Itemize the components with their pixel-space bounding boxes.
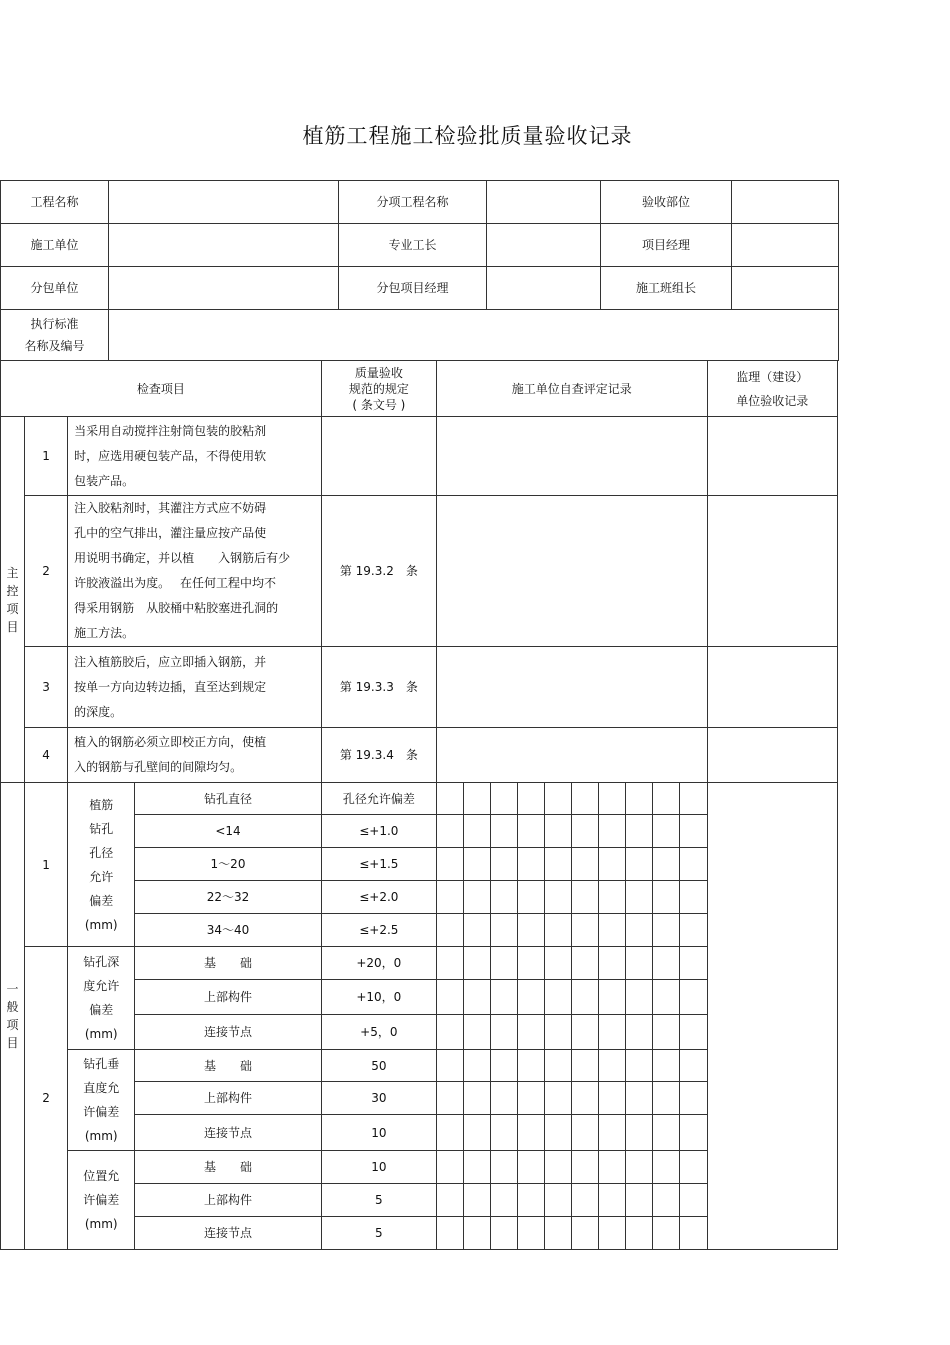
check-cell[interactable]	[680, 783, 707, 815]
check-cell[interactable]	[545, 1151, 572, 1184]
project-info-table	[0, 180, 839, 361]
check-cell[interactable]	[626, 947, 653, 980]
acceptance-part-field[interactable]	[732, 181, 839, 224]
check-cell[interactable]	[572, 914, 599, 947]
check-cell[interactable]	[491, 815, 518, 848]
item-number: 4	[25, 728, 68, 783]
check-cell[interactable]	[572, 815, 599, 848]
check-cell[interactable]	[599, 1015, 626, 1050]
self-check-field[interactable]	[436, 728, 707, 783]
sub-header: 钻孔直径	[135, 783, 321, 815]
info-row	[1, 181, 839, 224]
item-clause: 第 19.3.3 条	[321, 647, 436, 728]
main-item-row	[1, 496, 838, 647]
check-cell[interactable]	[545, 1015, 572, 1050]
header-supervision	[707, 361, 837, 417]
label-char: 主	[6, 565, 19, 580]
desc-line: 入的钢筋与孔壁间的间隙均匀。	[74, 760, 243, 774]
item-description	[68, 728, 322, 783]
check-cell[interactable]	[599, 1050, 626, 1082]
label-line: (mm)	[84, 1027, 118, 1041]
acceptance-part-label: 验收部位	[601, 181, 732, 224]
label-line: (mm)	[84, 917, 118, 932]
sub-value: ≤+1.5	[321, 848, 436, 881]
check-cell[interactable]	[545, 815, 572, 848]
team-leader-label: 施工班组长	[601, 267, 732, 310]
label-line: 直度允	[83, 1081, 120, 1095]
check-cell[interactable]	[572, 1115, 599, 1151]
check-cell[interactable]	[599, 881, 626, 914]
check-cell[interactable]	[626, 1082, 653, 1115]
desc-line: 包装产品。	[74, 473, 135, 488]
check-cell[interactable]	[491, 1217, 518, 1250]
check-cell[interactable]	[436, 1151, 463, 1184]
team-leader-field[interactable]	[732, 267, 839, 310]
check-cell[interactable]	[464, 881, 491, 914]
check-cell[interactable]	[653, 783, 680, 815]
check-cell[interactable]	[436, 815, 463, 848]
check-cell[interactable]	[436, 783, 463, 815]
check-cell[interactable]	[436, 1015, 463, 1050]
check-cell[interactable]	[545, 947, 572, 980]
check-cell[interactable]	[464, 980, 491, 1015]
project-name-label: 工程名称	[1, 181, 109, 224]
check-cell[interactable]	[518, 1082, 545, 1115]
sub-item-name-field[interactable]	[487, 181, 601, 224]
self-check-field[interactable]	[436, 417, 707, 496]
check-cell[interactable]	[680, 815, 707, 848]
desc-line: 按单一方向边转边插，直至达到规定	[74, 679, 267, 694]
check-cell[interactable]	[545, 914, 572, 947]
check-cell[interactable]	[599, 783, 626, 815]
item-number: 2	[25, 496, 68, 647]
check-cell[interactable]	[545, 980, 572, 1015]
check-cell[interactable]	[680, 1050, 707, 1082]
check-cell[interactable]	[680, 947, 707, 980]
subcontractor-label: 分包单位	[1, 267, 109, 310]
check-cell[interactable]	[680, 1115, 707, 1151]
check-cell[interactable]	[680, 1082, 707, 1115]
check-cell[interactable]	[680, 1151, 707, 1184]
self-check-field[interactable]	[436, 496, 707, 647]
check-cell[interactable]	[518, 914, 545, 947]
label-line: 植筋	[89, 797, 114, 812]
check-cell[interactable]	[599, 914, 626, 947]
check-cell[interactable]	[545, 881, 572, 914]
check-cell[interactable]	[599, 1151, 626, 1184]
label-line: 许偏差	[83, 1105, 120, 1119]
standard-label-line: 执行标准	[30, 317, 79, 331]
check-cell[interactable]	[491, 848, 518, 881]
item-clause	[321, 417, 436, 496]
desc-line: 时，应选用硬包装产品，不得使用软	[74, 448, 267, 463]
info-row	[1, 310, 839, 361]
sub-value: 5	[321, 1217, 436, 1250]
check-cell[interactable]	[653, 1050, 680, 1082]
project-manager-label: 项目经理	[601, 224, 732, 267]
check-cell[interactable]	[436, 1050, 463, 1082]
check-cell[interactable]	[626, 1184, 653, 1217]
check-cell[interactable]	[680, 1015, 707, 1050]
sub-item-name-label: 分项工程名称	[339, 181, 487, 224]
check-cell[interactable]	[599, 1184, 626, 1217]
foreman-label: 专业工长	[339, 224, 487, 267]
project-name-field[interactable]	[109, 181, 339, 224]
desc-line: 注入植筋胶后，应立即插入钢筋，并	[74, 654, 267, 669]
check-cell[interactable]	[518, 1050, 545, 1082]
depth-label	[68, 947, 135, 1050]
label-line: 钻孔垂	[83, 1057, 120, 1071]
position-label	[68, 1151, 135, 1250]
check-cell[interactable]	[680, 848, 707, 881]
standard-label	[1, 310, 109, 361]
check-cell[interactable]	[545, 848, 572, 881]
check-cell[interactable]	[599, 1115, 626, 1151]
check-cell[interactable]	[680, 914, 707, 947]
info-row	[1, 224, 839, 267]
check-cell[interactable]	[436, 1217, 463, 1250]
label-line: 位置允	[83, 1169, 120, 1183]
sub-cond: 上部构件	[135, 1184, 321, 1217]
label-line: 允许	[89, 869, 114, 884]
check-cell[interactable]	[653, 914, 680, 947]
check-cell[interactable]	[599, 980, 626, 1015]
check-cell[interactable]	[518, 1151, 545, 1184]
check-cell[interactable]	[545, 1082, 572, 1115]
check-cell[interactable]	[572, 947, 599, 980]
item-description	[68, 496, 322, 647]
label-char: 目	[6, 1036, 19, 1050]
check-cell[interactable]	[599, 1217, 626, 1250]
check-cell[interactable]	[491, 914, 518, 947]
check-cell[interactable]	[545, 1115, 572, 1151]
sub-manager-label: 分包项目经理	[339, 267, 487, 310]
hole-diameter-label	[68, 783, 135, 947]
project-manager-field[interactable]	[732, 224, 839, 267]
check-cell[interactable]	[464, 815, 491, 848]
check-cell[interactable]	[436, 881, 463, 914]
supervision-field[interactable]	[707, 728, 837, 783]
header-row	[1, 361, 838, 417]
check-cell[interactable]	[436, 947, 463, 980]
sub-cond: 连接节点	[135, 1115, 321, 1151]
check-cell[interactable]	[653, 1115, 680, 1151]
sub-cond: 1～20	[135, 848, 321, 881]
supervision-field[interactable]	[707, 496, 837, 647]
sub-value: ≤+2.0	[321, 881, 436, 914]
check-cell[interactable]	[491, 783, 518, 815]
check-cell[interactable]	[599, 947, 626, 980]
check-cell[interactable]	[680, 881, 707, 914]
sub-value: ≤+2.5	[321, 914, 436, 947]
supervision-field[interactable]	[707, 783, 837, 1250]
check-cell[interactable]	[599, 848, 626, 881]
check-cell[interactable]	[436, 848, 463, 881]
label-line: 钻孔	[89, 821, 114, 836]
general-row	[1, 783, 838, 815]
check-cell[interactable]	[545, 1184, 572, 1217]
check-cell[interactable]	[464, 1184, 491, 1217]
construction-unit-field[interactable]	[109, 224, 339, 267]
item-number: 1	[25, 783, 68, 947]
item-number: 3	[25, 647, 68, 728]
main-item-row	[1, 647, 838, 728]
check-cell[interactable]	[491, 947, 518, 980]
sub-value: +20，0	[321, 947, 436, 980]
check-cell[interactable]	[626, 1151, 653, 1184]
sub-value: +5，0	[321, 1015, 436, 1050]
header-spec-line: 规范的规定	[348, 381, 409, 396]
sub-cond: <14	[135, 815, 321, 848]
label-line: 许偏差	[83, 1193, 120, 1207]
header-supervision-line: 监理（建设）	[736, 369, 809, 384]
check-cell[interactable]	[680, 1184, 707, 1217]
label-line: 度允许	[83, 979, 120, 993]
check-cell[interactable]	[518, 1184, 545, 1217]
header-spec	[321, 361, 436, 417]
sub-cond: 34～40	[135, 914, 321, 947]
main-item-row	[1, 417, 838, 496]
desc-line: 的深度。	[74, 704, 123, 719]
check-cell[interactable]	[464, 914, 491, 947]
item-number: 1	[25, 417, 68, 496]
sub-cond: 连接节点	[135, 1217, 321, 1250]
check-cell[interactable]	[491, 1050, 518, 1082]
check-cell[interactable]	[572, 848, 599, 881]
supervision-field[interactable]	[707, 417, 837, 496]
header-spec-line: ( 条文号 )	[352, 397, 406, 412]
check-cell[interactable]	[653, 815, 680, 848]
check-cell[interactable]	[436, 1082, 463, 1115]
subcontractor-field[interactable]	[109, 267, 339, 310]
header-check-item: 检查项目	[1, 361, 322, 417]
sub-cond: 基 础	[135, 1050, 321, 1082]
check-cell[interactable]	[626, 783, 653, 815]
check-cell[interactable]	[545, 783, 572, 815]
check-cell[interactable]	[464, 848, 491, 881]
sub-value: ≤+1.0	[321, 815, 436, 848]
check-cell[interactable]	[436, 1184, 463, 1217]
label-line: 偏差	[89, 1003, 114, 1017]
check-cell[interactable]	[653, 947, 680, 980]
sub-cond: 上部构件	[135, 1082, 321, 1115]
label-char: 般	[6, 1000, 19, 1014]
check-cell[interactable]	[518, 1217, 545, 1250]
check-cell[interactable]	[491, 980, 518, 1015]
check-cell[interactable]	[599, 1082, 626, 1115]
check-cell[interactable]	[653, 1184, 680, 1217]
check-cell[interactable]	[653, 980, 680, 1015]
check-cell[interactable]	[464, 947, 491, 980]
check-cell[interactable]	[518, 848, 545, 881]
check-cell[interactable]	[518, 1015, 545, 1050]
check-cell[interactable]	[545, 1050, 572, 1082]
sub-value: 50	[321, 1050, 436, 1082]
sub-value: 10	[321, 1115, 436, 1151]
label-char: 项	[6, 601, 19, 616]
desc-line: 孔中的空气排出，灌注量应按产品使	[74, 526, 267, 540]
check-cell[interactable]	[626, 815, 653, 848]
check-cell[interactable]	[572, 1217, 599, 1250]
desc-line: 植入的钢筋必须立即校正方向，使植	[74, 735, 267, 749]
desc-line: 施工方法。	[74, 626, 135, 640]
check-cell[interactable]	[464, 1082, 491, 1115]
check-cell[interactable]	[572, 1151, 599, 1184]
check-cell[interactable]	[653, 881, 680, 914]
check-cell[interactable]	[653, 1015, 680, 1050]
item-description	[68, 417, 322, 496]
check-cell[interactable]	[464, 783, 491, 815]
label-line: (mm)	[84, 1217, 118, 1231]
check-cell[interactable]	[491, 1015, 518, 1050]
check-cell[interactable]	[599, 815, 626, 848]
check-cell[interactable]	[464, 1217, 491, 1250]
check-cell[interactable]	[680, 980, 707, 1015]
check-cell[interactable]	[653, 1217, 680, 1250]
check-cell[interactable]	[436, 914, 463, 947]
check-cell[interactable]	[491, 1184, 518, 1217]
sub-value: 30	[321, 1082, 436, 1115]
foreman-field[interactable]	[487, 224, 601, 267]
check-cell[interactable]	[518, 881, 545, 914]
check-cell[interactable]	[518, 947, 545, 980]
header-self-check: 施工单位自查评定记录	[436, 361, 707, 417]
check-cell[interactable]	[653, 848, 680, 881]
supervision-field[interactable]	[707, 647, 837, 728]
check-cell[interactable]	[518, 1115, 545, 1151]
sub-value: 10	[321, 1151, 436, 1184]
check-cell[interactable]	[572, 980, 599, 1015]
inspection-table	[0, 360, 838, 1250]
check-cell[interactable]	[464, 1151, 491, 1184]
check-cell[interactable]	[491, 881, 518, 914]
label-line: 钻孔深	[83, 955, 120, 969]
self-check-field[interactable]	[436, 647, 707, 728]
check-cell[interactable]	[653, 1151, 680, 1184]
standard-field[interactable]	[109, 310, 839, 361]
check-cell[interactable]	[572, 1082, 599, 1115]
check-cell[interactable]	[464, 1015, 491, 1050]
check-cell[interactable]	[572, 1015, 599, 1050]
check-cell[interactable]	[626, 914, 653, 947]
label-char: 一	[6, 982, 19, 996]
check-cell[interactable]	[626, 848, 653, 881]
sub-header: 孔径允许偏差	[321, 783, 436, 815]
standard-label-line: 名称及编号	[24, 339, 85, 353]
check-cell[interactable]	[626, 1217, 653, 1250]
sub-manager-field[interactable]	[487, 267, 601, 310]
desc-line: 得采用钢筋 从胶桶中粘胶塞进孔洞的	[74, 601, 279, 615]
sub-value: +10，0	[321, 980, 436, 1015]
check-cell[interactable]	[626, 1050, 653, 1082]
label-char: 目	[6, 619, 19, 634]
check-cell[interactable]	[572, 1184, 599, 1217]
header-supervision-line: 单位验收记录	[736, 393, 809, 408]
header-spec-line: 质量验收	[354, 365, 403, 380]
label-line: 偏差	[89, 893, 114, 908]
label-line: (mm)	[84, 1129, 118, 1143]
check-cell[interactable]	[436, 980, 463, 1015]
item-number: 2	[25, 947, 68, 1250]
sub-cond: 22～32	[135, 881, 321, 914]
check-cell[interactable]	[626, 881, 653, 914]
check-cell[interactable]	[491, 1082, 518, 1115]
label-char: 项	[6, 1018, 19, 1032]
sub-cond: 基 础	[135, 947, 321, 980]
verticality-label	[68, 1050, 135, 1151]
form-title: 植筋工程施工检验批质量验收记录	[302, 124, 633, 148]
sub-cond: 连接节点	[135, 1015, 321, 1050]
desc-line: 用说明书确定，并以植 入钢筋后有少	[74, 551, 291, 565]
check-cell[interactable]	[436, 1115, 463, 1151]
check-cell[interactable]	[464, 1115, 491, 1151]
check-cell[interactable]	[518, 815, 545, 848]
check-cell[interactable]	[491, 1151, 518, 1184]
check-cell[interactable]	[626, 1115, 653, 1151]
check-cell[interactable]	[464, 1050, 491, 1082]
construction-unit-label: 施工单位	[1, 224, 109, 267]
label-line: 孔径	[89, 845, 114, 860]
main-item-row	[1, 728, 838, 783]
check-cell[interactable]	[626, 980, 653, 1015]
info-row	[1, 267, 839, 310]
general-label	[1, 783, 25, 1250]
label-char: 控	[6, 583, 19, 598]
main-control-label	[1, 417, 25, 783]
sub-value: 5	[321, 1184, 436, 1217]
check-cell[interactable]	[572, 1050, 599, 1082]
desc-line: 注入胶粘剂时，其灌注方式应不妨碍	[74, 501, 267, 515]
check-cell[interactable]	[572, 881, 599, 914]
check-cell[interactable]	[572, 783, 599, 815]
desc-line: 许胶液溢出为度。 在任何工程中均不	[74, 576, 276, 590]
desc-line: 当采用自动搅拌注射筒包装的胶粘剂	[74, 423, 267, 438]
item-description	[68, 647, 322, 728]
sub-cond: 上部构件	[135, 980, 321, 1015]
check-cell[interactable]	[653, 1082, 680, 1115]
check-cell[interactable]	[518, 783, 545, 815]
check-cell[interactable]	[491, 1115, 518, 1151]
item-clause: 第 19.3.2 条	[321, 496, 436, 647]
check-cell[interactable]	[518, 980, 545, 1015]
check-cell[interactable]	[545, 1217, 572, 1250]
check-cell[interactable]	[680, 1217, 707, 1250]
check-cell[interactable]	[626, 1015, 653, 1050]
item-clause: 第 19.3.4 条	[321, 728, 436, 783]
sub-cond: 基 础	[135, 1151, 321, 1184]
